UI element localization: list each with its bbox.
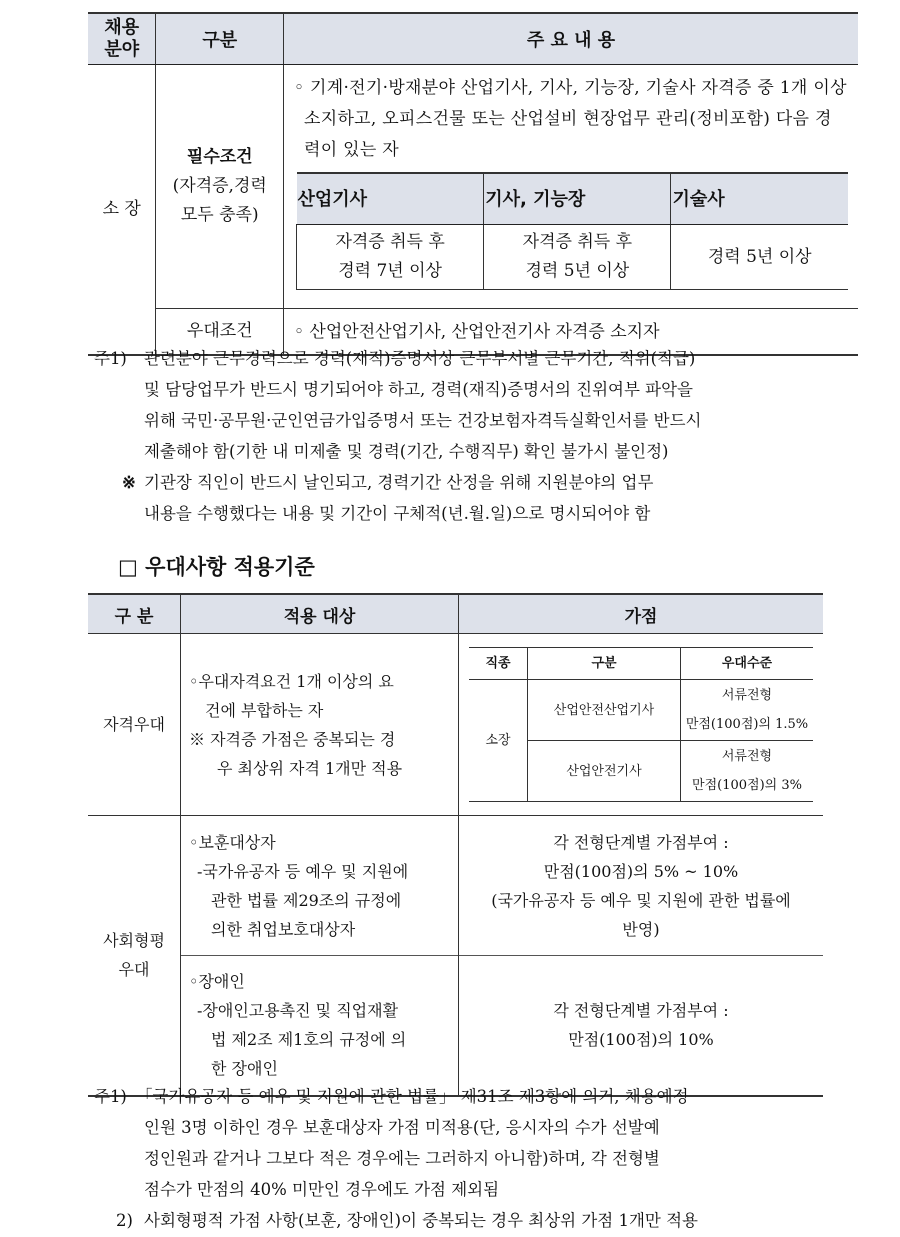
disabled-title: ◦장애인 [189, 972, 245, 992]
veteran-points-cell [459, 816, 824, 956]
requirements-table [88, 12, 858, 356]
veteran-note [94, 1081, 864, 1236]
checkbox-icon: □ [118, 555, 138, 579]
career-value-engineer: 자격증 취득 후 경력 5년 이상 [484, 225, 671, 290]
header-category: 구분 [156, 13, 284, 65]
points-type: 산업안전산업기사 [528, 680, 681, 741]
header-field: 채용 분야 [88, 13, 156, 65]
note1-special-line: 기관장 직인이 반드시 날인되고, 경력기간 산정을 위해 지원분야의 업무 [144, 473, 654, 492]
qualification-target-cell [181, 634, 459, 816]
points-level: 서류전형 만점(100점)의 3% [681, 741, 814, 802]
preferred-text: ◦ 산업안전산업기사, 산업안전기사 자격증 소지자 [284, 309, 859, 355]
qualification-points-table [469, 647, 813, 802]
disabled-points-line: 만점(100점)의 10% [568, 1030, 714, 1050]
veteran-points-line: (국가유공자 등 예우 및 지원에 관한 법률에 [491, 890, 791, 910]
career-note [94, 343, 854, 529]
points-type: 산업안전기사 [528, 741, 681, 802]
points-job: 소장 [469, 680, 528, 802]
header-content: 주 요 내 용 [284, 13, 859, 65]
header-division: 구 분 [88, 594, 181, 634]
career-header-engineer: 기사, 기능장 [484, 173, 671, 225]
veteran-points-line: 만점(100점)의 5% ~ 10% [543, 861, 739, 881]
header-target: 적용 대상 [181, 594, 459, 634]
note2-line: 「국가유공자 등 예우 및 지원에 관한 법률」 제31조 제3항에 의거, 채용예정 [136, 1087, 689, 1106]
header-points: 가점 [459, 594, 824, 634]
disabled-line: 법 제2조 제1호의 규정에 의 [211, 1030, 407, 1050]
note2-line: 인원 3명 이하인 경우 보훈대상자 가점 미적용(단, 응시자의 수가 선발예 [144, 1118, 660, 1137]
preferred-label: 우대조건 [156, 309, 284, 355]
required-content-cell [284, 65, 859, 309]
note1-line: 관련분야 근무경력으로 경력(재직)증명서상 근무부서별 근무기간, 직위(직급) [144, 349, 696, 368]
requirements-header-row [88, 13, 858, 65]
veteran-line: 관한 법률 제29조의 규정에 [211, 890, 402, 910]
career-value-industrial: 자격증 취득 후 경력 7년 이상 [297, 225, 484, 290]
veteran-line: -국가유공자 등 예우 및 지원에 [197, 861, 409, 881]
required-description: ◦ 기계·전기·방재분야 산업기사, 기사, 기능장, 기술사 자격증 중 1개 이상 소지하고, 오피스건물 또는 산업설비 현장업무 관리(정비포함) 다음 경력이 있는 자 [294, 78, 847, 160]
required-row [88, 65, 858, 309]
veteran-points-line: 반영) [622, 919, 660, 939]
required-label-cell [156, 65, 284, 309]
note1-line: 및 담당업무가 반드시 명기되어야 하고, 경력(재직)증명서의 진위여부 파악을 [144, 380, 693, 399]
qualification-points-cell [459, 634, 824, 816]
note2-line: 점수가 만점의 40% 미만인 경우에도 가점 제외됨 [144, 1180, 500, 1199]
note2-marker2: 2) [116, 1211, 133, 1230]
veteran-row [88, 816, 823, 956]
veteran-line: 의한 취업보호대상자 [211, 919, 356, 939]
disabled-line: 한 장애인 [211, 1059, 278, 1079]
disabled-points-cell [459, 956, 824, 1096]
note1-special-line: 내용을 수행했다는 내용 및 기간이 구체적(년.월.일)으로 명시되어야 함 [144, 504, 651, 523]
points-header-type: 구분 [528, 648, 681, 680]
veteran-points-line: 각 전형단계별 가점부여 : [553, 832, 729, 852]
career-value-master: 경력 5년 이상 [671, 225, 848, 290]
field-cell: 소 장 [102, 198, 141, 219]
disabled-points-line: 각 전형단계별 가점부여 : [553, 1001, 729, 1021]
note1-special-marker: ※ [122, 473, 136, 492]
qualification-target-line: ※ 자격증 가점은 중복되는 경 [189, 729, 396, 749]
qualification-row [88, 634, 823, 816]
points-header-job: 직종 [469, 648, 528, 680]
section-title: 우대사항 적용기준 [145, 555, 315, 579]
note1-marker: 주1) [94, 349, 127, 368]
note1-line: 위해 국민·공무원·군인연금가입증명서 또는 건강보험자격득실확인서를 반드시 [144, 411, 702, 430]
career-table [296, 172, 848, 290]
disabled-line: -장애인고용촉진 및 직업재활 [197, 1001, 399, 1021]
note1-line: 제출해야 함(기한 내 미제출 및 경력(기간, 수행직무) 확인 불가시 불인정) [144, 442, 669, 461]
preference-header-row [88, 594, 823, 634]
section-heading [118, 551, 315, 581]
career-header-industrial: 산업기사 [297, 173, 484, 225]
veteran-title: ◦보훈대상자 [189, 832, 276, 852]
qualification-category: 자격우대 [103, 715, 165, 734]
preference-table [88, 593, 823, 1097]
points-header-level: 우대수준 [681, 648, 814, 680]
note2-marker: 주1) [94, 1087, 127, 1106]
required-sublabel: (자격증,경력 모두 충족) [172, 176, 267, 225]
required-label: 필수조건 [186, 147, 253, 167]
qualification-target-line: 건에 부합하는 자 [205, 700, 324, 720]
note2-line: 정인원과 같거나 그보다 적은 경우에는 그러하지 아니함)하며, 각 전형별 [144, 1149, 660, 1168]
career-header-master: 기술사 [671, 173, 848, 225]
points-level: 서류전형 만점(100점)의 1.5% [681, 680, 814, 741]
veteran-target-cell [181, 816, 459, 956]
qualification-target-line: 우 최상위 자격 1개만 적용 [217, 758, 403, 778]
disabled-target-cell [181, 956, 459, 1096]
qualification-target-line: ◦우대자격요건 1개 이상의 요 [189, 671, 394, 691]
social-category: 사회형평 우대 [103, 931, 165, 980]
disabled-row [88, 956, 823, 1096]
note2-line2: 사회형평적 가점 사항(보훈, 장애인)이 중복되는 경우 최상위 가점 1개만 적용 [144, 1211, 698, 1230]
